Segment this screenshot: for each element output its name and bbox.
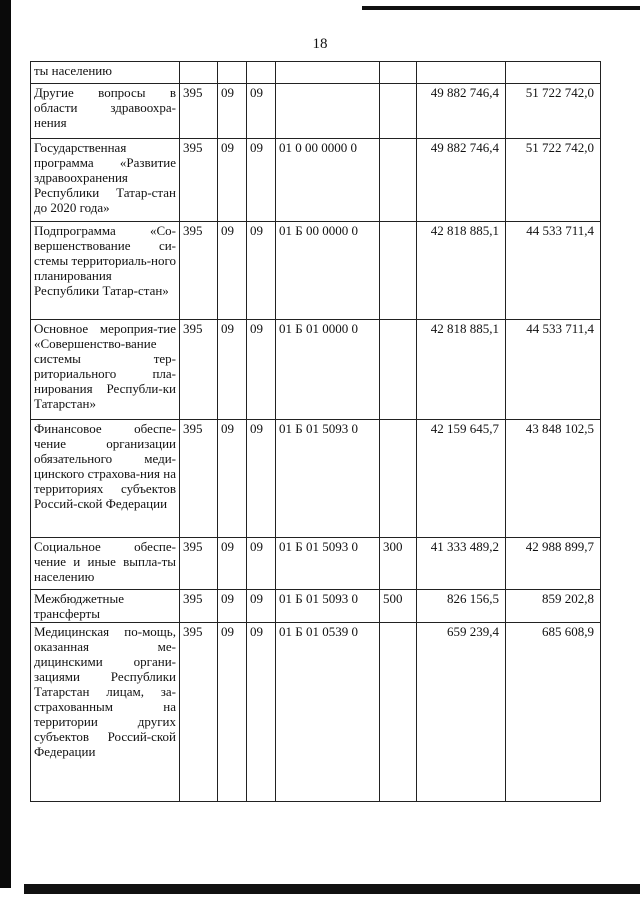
ministry-code-cell: 395 — [180, 222, 218, 320]
amount-year1-cell: 42 159 645,7 — [417, 420, 506, 538]
ministry-code-cell: 395 — [180, 139, 218, 222]
scan-edge-top — [362, 6, 640, 10]
row-name-cell: Медицинская по-мощь, оказанная ме-дицинскими органи-зациями Республики Татарстан лицам, за-страхованным на территории других субъектов Россий-ской Федерации — [31, 623, 180, 802]
expense-type-cell — [380, 84, 417, 139]
subsection-code-cell: 09 — [247, 538, 276, 590]
expense-type-cell — [380, 623, 417, 802]
page-number: 18 — [312, 36, 328, 52]
target-article-cell — [276, 84, 380, 139]
amount-year1-cell: 42 818 885,1 — [417, 320, 506, 420]
ministry-code-cell: 395 — [180, 538, 218, 590]
target-article-cell: 01 Б 01 0539 0 — [276, 623, 380, 802]
section-code-cell: 09 — [218, 222, 247, 320]
amount-year1-cell: 49 882 746,4 — [417, 84, 506, 139]
ministry-code-cell: 395 — [180, 84, 218, 139]
ministry-code-cell: 395 — [180, 590, 218, 623]
amount-year1-cell: 41 333 489,2 — [417, 538, 506, 590]
subsection-code-cell: 09 — [247, 320, 276, 420]
section-code-cell: 09 — [218, 84, 247, 139]
row-name-cell: Другие вопросы в области здравоохра-нения — [31, 84, 180, 139]
ministry-code-cell: 395 — [180, 320, 218, 420]
target-article-cell — [276, 62, 380, 84]
target-article-cell: 01 Б 01 5093 0 — [276, 590, 380, 623]
table-row — [31, 222, 601, 320]
target-article-cell: 01 Б 00 0000 0 — [276, 222, 380, 320]
amount-year2-cell: 44 533 711,4 — [506, 222, 601, 320]
expense-type-cell: 500 — [380, 590, 417, 623]
expense-type-cell — [380, 62, 417, 84]
row-name-cell: Основное мероприя-тие «Совершенство-вание системы тер-риториального пла-нирования Республи-ки Татарстан» — [31, 320, 180, 420]
row-name-cell: Социальное обеспе-чение и иные выпла-ты населению — [31, 538, 180, 590]
table-row — [31, 320, 601, 420]
scan-edge-left — [0, 0, 11, 888]
section-code-cell: 09 — [218, 420, 247, 538]
ministry-code-cell: 395 — [180, 623, 218, 802]
subsection-code-cell — [247, 62, 276, 84]
section-code-cell: 09 — [218, 538, 247, 590]
ministry-code-cell: 395 — [180, 420, 218, 538]
section-code-cell: 09 — [218, 320, 247, 420]
section-code-cell: 09 — [218, 590, 247, 623]
amount-year2-cell: 51 722 742,0 — [506, 139, 601, 222]
section-code-cell — [218, 62, 247, 84]
section-code-cell: 09 — [218, 623, 247, 802]
amount-year2-cell: 42 988 899,7 — [506, 538, 601, 590]
amount-year2-cell: 685 608,9 — [506, 623, 601, 802]
amount-year2-cell: 51 722 742,0 — [506, 84, 601, 139]
scan-edge-bottom — [24, 884, 640, 894]
expense-type-cell — [380, 222, 417, 320]
row-name-cell: Межбюджетные трансферты — [31, 590, 180, 623]
subsection-code-cell: 09 — [247, 139, 276, 222]
target-article-cell: 01 Б 01 5093 0 — [276, 538, 380, 590]
amount-year2-cell: 859 202,8 — [506, 590, 601, 623]
table-row — [31, 623, 601, 802]
table-row — [31, 62, 601, 84]
amount-year2-cell: 43 848 102,5 — [506, 420, 601, 538]
amount-year2-cell — [506, 62, 601, 84]
target-article-cell: 01 0 00 0000 0 — [276, 139, 380, 222]
row-name-cell: Подпрограмма «Со-вершенствование си-стемы территориаль-ного планирования Республики Татар-стан» — [31, 222, 180, 320]
subsection-code-cell: 09 — [247, 420, 276, 538]
table-row — [31, 420, 601, 538]
row-name-cell: ты населению — [31, 62, 180, 84]
subsection-code-cell: 09 — [247, 84, 276, 139]
table-row — [31, 84, 601, 139]
subsection-code-cell: 09 — [247, 623, 276, 802]
expense-type-cell — [380, 320, 417, 420]
target-article-cell: 01 Б 01 0000 0 — [276, 320, 380, 420]
target-article-cell: 01 Б 01 5093 0 — [276, 420, 380, 538]
amount-year1-cell — [417, 62, 506, 84]
amount-year1-cell: 49 882 746,4 — [417, 139, 506, 222]
ministry-code-cell — [180, 62, 218, 84]
expense-type-cell: 300 — [380, 538, 417, 590]
section-code-cell: 09 — [218, 139, 247, 222]
budget-table — [30, 61, 601, 802]
amount-year1-cell: 826 156,5 — [417, 590, 506, 623]
table-row — [31, 590, 601, 623]
row-name-cell: Государственная программа «Развитие здравоохранения Республики Татар-стан до 2020 года» — [31, 139, 180, 222]
amount-year2-cell: 44 533 711,4 — [506, 320, 601, 420]
expense-type-cell — [380, 139, 417, 222]
table-row — [31, 538, 601, 590]
expense-type-cell — [380, 420, 417, 538]
row-name-cell: Финансовое обеспе-чение организации обязательного меди-цинского страхова-ния на территориях субъектов Россий-ской Федерации — [31, 420, 180, 538]
amount-year1-cell: 42 818 885,1 — [417, 222, 506, 320]
amount-year1-cell: 659 239,4 — [417, 623, 506, 802]
subsection-code-cell: 09 — [247, 590, 276, 623]
subsection-code-cell: 09 — [247, 222, 276, 320]
table-row — [31, 139, 601, 222]
